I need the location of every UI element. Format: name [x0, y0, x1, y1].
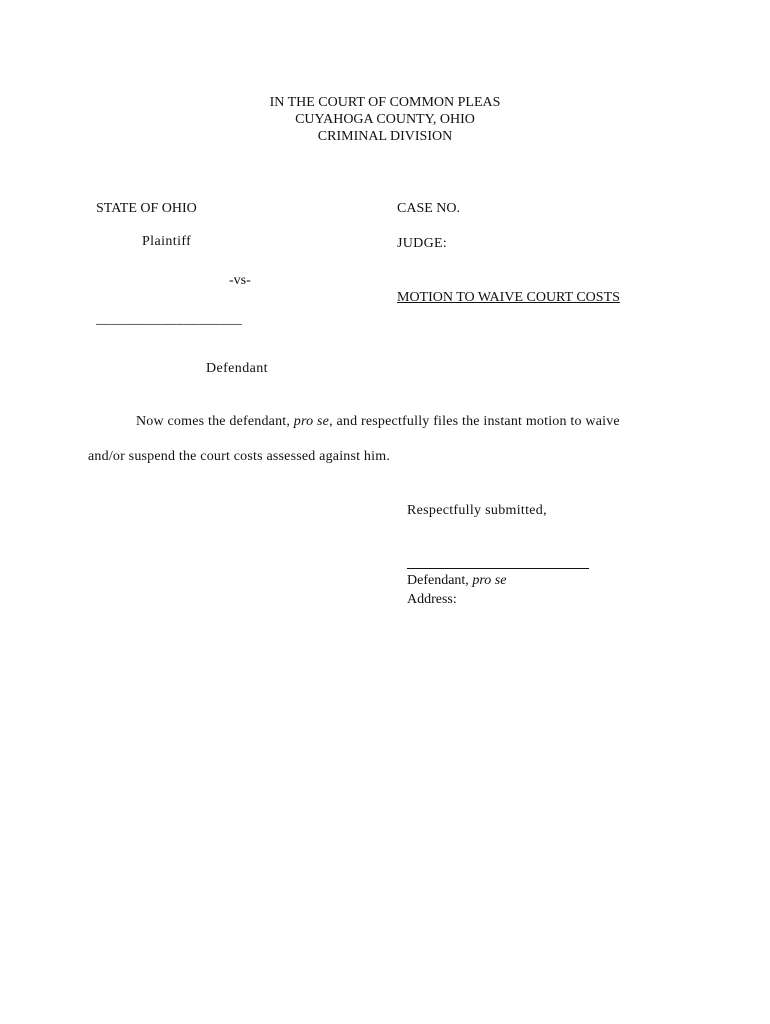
plaintiff-name: STATE OF OHIO [96, 201, 197, 216]
signer-pro-se-italic: pro se [472, 573, 507, 588]
pro-se-italic: pro se [293, 414, 330, 429]
motion-body-line-2: and/or suspend the court costs assessed against him. [88, 449, 391, 464]
closing-text: Respectfully submitted, [407, 503, 547, 518]
division-name: CRIMINAL DIVISION [317, 129, 453, 144]
motion-body-line-1 [136, 414, 620, 430]
signer-label [407, 572, 506, 589]
judge-label: JUDGE: [397, 236, 448, 251]
court-header [0, 94, 770, 145]
signer-prefix: Defendant, [407, 573, 473, 588]
defendant-name-blank: ____________________ [96, 312, 242, 327]
plaintiff-role: Plaintiff [142, 234, 192, 249]
motion-title: MOTION TO WAIVE COURT COSTS [397, 290, 620, 305]
court-name: IN THE COURT OF COMMON PLEAS [269, 95, 501, 110]
address-label: Address: [407, 592, 457, 607]
case-number-label: CASE NO. [397, 201, 461, 216]
county-state: CUYAHOGA COUNTY, OHIO [295, 112, 475, 127]
signature-line [407, 568, 589, 569]
versus-label: -vs- [229, 273, 251, 288]
body-text-prefix: Now comes the defendant, [136, 414, 294, 429]
body-text-suffix: , and respectfully files the instant motion to waive [329, 414, 620, 429]
defendant-role: Defendant [206, 361, 268, 376]
